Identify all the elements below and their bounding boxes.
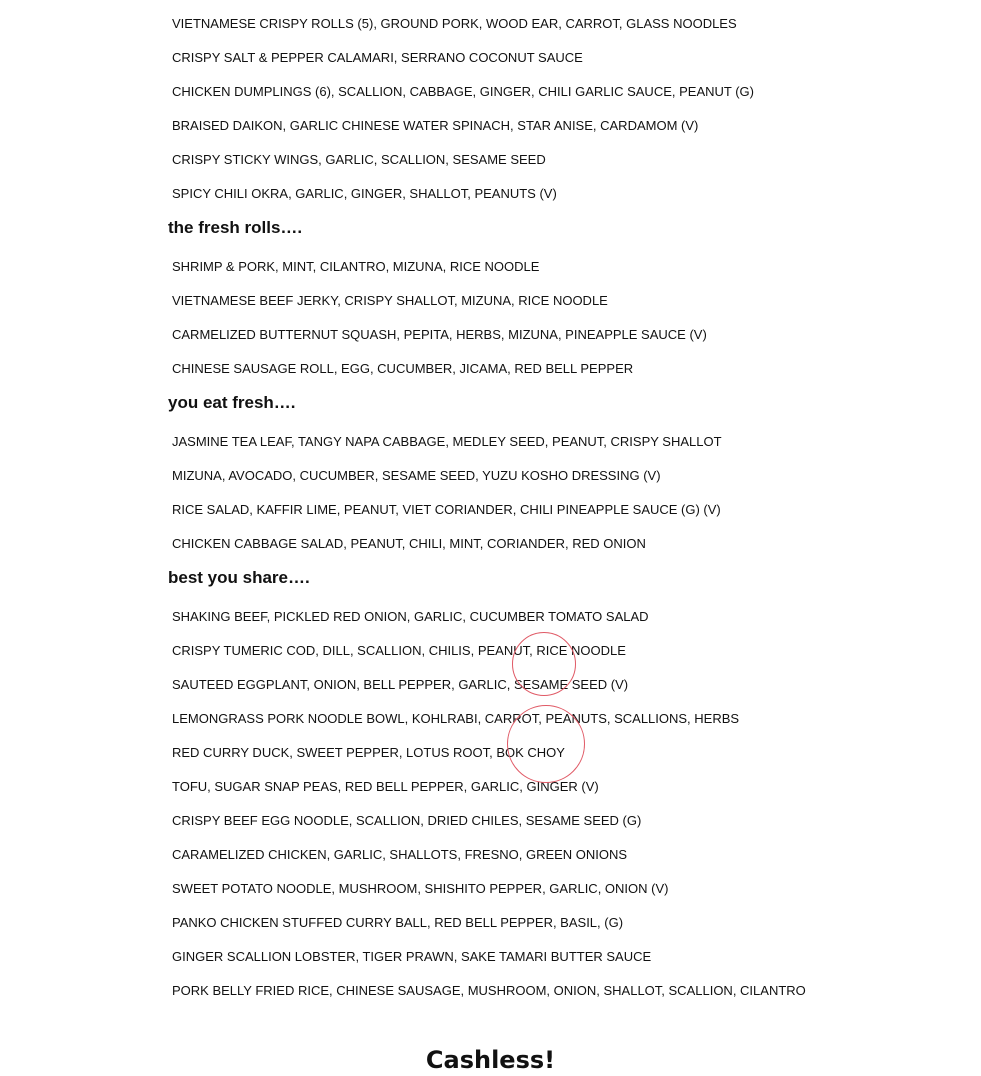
menu-item: CRISPY BEEF EGG NOODLE, SCALLION, DRIED CHILES, SESAME SEED (G) (172, 813, 642, 828)
menu-item: CHICKEN DUMPLINGS (6), SCALLION, CABBAGE, GINGER, CHILI GARLIC SAUCE, PEANUT (G) (172, 84, 754, 99)
menu-item: SAUTEED EGGPLANT, ONION, BELL PEPPER, GARLIC, SESAME SEED (V) (172, 677, 629, 692)
menu-item: BRAISED DAIKON, GARLIC CHINESE WATER SPINACH, STAR ANISE, CARDAMOM (V) (172, 118, 699, 133)
menu-item: CRISPY STICKY WINGS, GARLIC, SCALLION, SESAME SEED (172, 152, 546, 167)
menu-item: CRISPY TUMERIC COD, DILL, SCALLION, CHILIS, PEANUT, RICE NOODLE (172, 643, 626, 658)
menu-item: CRISPY SALT & PEPPER CALAMARI, SERRANO COCONUT SAUCE (172, 50, 583, 65)
section-heading: you eat fresh…. (168, 393, 296, 412)
menu-item: TOFU, SUGAR SNAP PEAS, RED BELL PEPPER, GARLIC, GINGER (V) (172, 779, 599, 794)
menu-item: RICE SALAD, KAFFIR LIME, PEANUT, VIET CORIANDER, CHILI PINEAPPLE SAUCE (G) (V) (172, 502, 721, 517)
cashless-banner: Cashless! (425, 1046, 556, 1074)
menu-item: CHICKEN CABBAGE SALAD, PEANUT, CHILI, MINT, CORIANDER, RED ONION (172, 536, 646, 551)
section-heading: best you share…. (168, 568, 310, 587)
menu-list (0, 7, 981, 1008)
menu-item: RED CURRY DUCK, SWEET PEPPER, LOTUS ROOT, BOK CHOY (172, 745, 565, 760)
menu-item: JASMINE TEA LEAF, TANGY NAPA CABBAGE, MEDLEY SEED, PEANUT, CRISPY SHALLOT (172, 434, 722, 449)
menu-item: SWEET POTATO NOODLE, MUSHROOM, SHISHITO PEPPER, GARLIC, ONION (V) (172, 881, 669, 896)
menu-item: SHAKING BEEF, PICKLED RED ONION, GARLIC, CUCUMBER TOMATO SALAD (172, 609, 649, 624)
menu-item: MIZUNA, AVOCADO, CUCUMBER, SESAME SEED, YUZU KOSHO DRESSING (V) (172, 468, 661, 483)
menu-item: CHINESE SAUSAGE ROLL, EGG, CUCUMBER, JICAMA, RED BELL PEPPER (172, 361, 634, 376)
menu-item: GINGER SCALLION LOBSTER, TIGER PRAWN, SAKE TAMARI BUTTER SAUCE (172, 949, 652, 964)
menu-item: SPICY CHILI OKRA, GARLIC, GINGER, SHALLOT, PEANUTS (V) (172, 186, 557, 201)
menu-item: PORK BELLY FRIED RICE, CHINESE SAUSAGE, MUSHROOM, ONION, SHALLOT, SCALLION, CILANTRO (172, 983, 806, 998)
menu-item: PANKO CHICKEN STUFFED CURRY BALL, RED BELL PEPPER, BASIL, (G) (172, 915, 624, 930)
menu-item: LEMONGRASS PORK NOODLE BOWL, KOHLRABI, CARROT, PEANUTS, SCALLIONS, HERBS (172, 711, 740, 726)
section-heading: the fresh rolls…. (168, 218, 303, 237)
menu-item: CARAMELIZED CHICKEN, GARLIC, SHALLOTS, FRESNO, GREEN ONIONS (172, 847, 628, 862)
menu-item: VIETNAMESE BEEF JERKY, CRISPY SHALLOT, MIZUNA, RICE NOODLE (172, 293, 608, 308)
menu-item: SHRIMP & PORK, MINT, CILANTRO, MIZUNA, RICE NOODLE (172, 259, 540, 274)
menu-item: VIETNAMESE CRISPY ROLLS (5), GROUND PORK, WOOD EAR, CARROT, GLASS NOODLES (172, 16, 737, 31)
menu-item: CARMELIZED BUTTERNUT SQUASH, PEPITA, HERBS, MIZUNA, PINEAPPLE SAUCE (V) (172, 327, 707, 342)
